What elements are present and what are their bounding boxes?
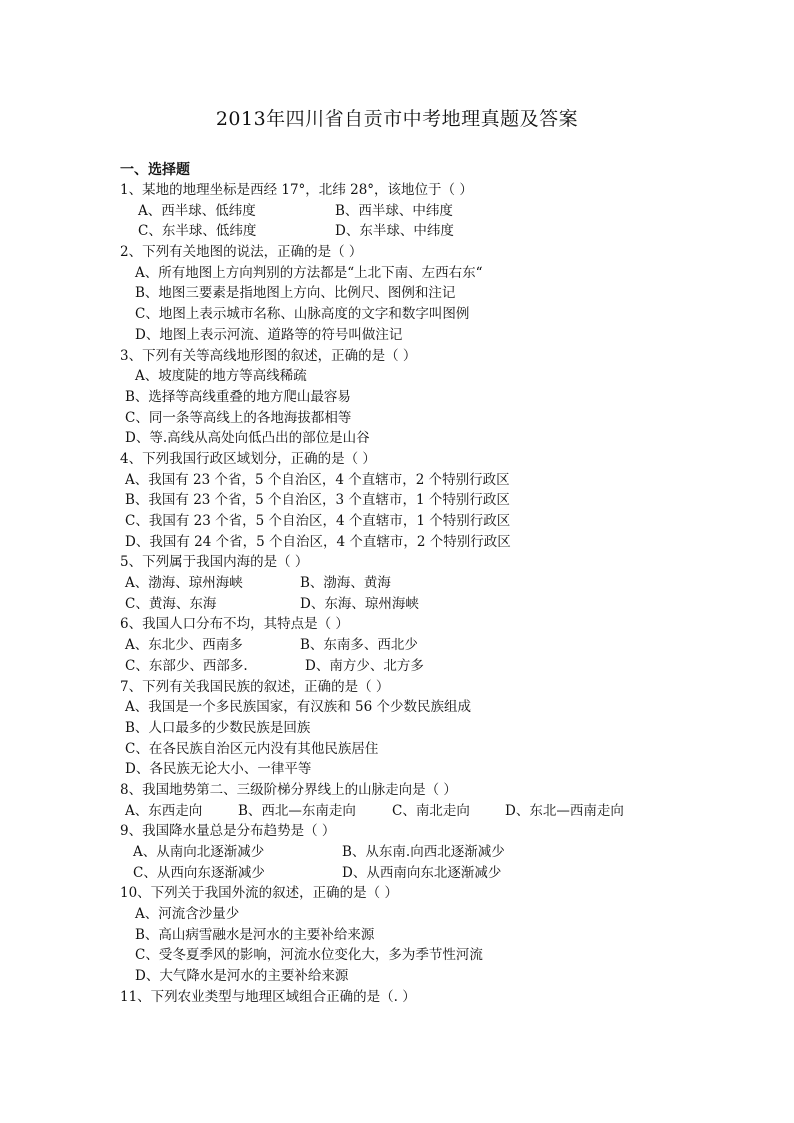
question-1-options-row-2	[0, 221, 794, 242]
question-8-stem: 8、我国地势第二、三级阶梯分界线上的山脉走向是（ ）	[120, 781, 457, 798]
question-5-option-b: B、渤海、黄海	[300, 575, 391, 592]
question-4-option-d: D、我国有 24 个省，5 个自治区，4 个直辖市，2 个特别行政区	[125, 533, 511, 550]
page-title: 2013年四川省自贡市中考地理真题及答案	[215, 108, 579, 130]
question-5-stem: 5、下列属于我国内海的是（ ）	[120, 554, 309, 571]
question-8-option-b: B、西北—东南走向	[238, 802, 356, 819]
question-3-option-d: D、等.高线从高处向低凸出的部位是山谷	[125, 430, 370, 447]
question-7-option-c: C、在各民族自治区元内没有其他民族居住	[125, 740, 379, 757]
question-3-option-c: C、同一条等高线上的各地海拔都相等	[125, 409, 352, 426]
question-9-stem: 9、我国降水量总是分布趋势是（ ）	[120, 823, 336, 840]
question-1-option-b: B、西半球、中纬度	[335, 202, 453, 219]
question-9-options-row-1	[0, 842, 794, 863]
question-5-option-a: A、渤海、琼州海峡	[125, 575, 243, 592]
question-1-stem: 1、某地的地理坐标是西经 17°，北纬 28°，该地位于（ ）	[120, 182, 473, 198]
question-1-option-a: A、西半球、低纬度	[138, 202, 256, 219]
question-9-option-a: A、从南向北逐渐减少	[133, 844, 265, 860]
question-6-options-row-2	[0, 656, 794, 677]
question-1-option-d: D、东半球、中纬度	[335, 223, 454, 240]
question-9-option-b: B、从东南.向西北逐渐减少	[342, 844, 505, 860]
question-9-option-c: C、从西向东逐渐减少	[133, 864, 265, 881]
question-7-option-d: D、各民族无论大小、一律平等	[125, 761, 312, 778]
question-1-option-c: C、东半球、低纬度	[138, 223, 257, 240]
question-8-options-row	[0, 801, 794, 822]
question-list	[0, 180, 794, 1008]
question-5-option-d: D、东海、琼州海峡	[300, 595, 419, 612]
section-heading: 一、选择题	[120, 162, 190, 178]
question-11-stem: 11、下列农业类型与地理区域组合正确的是（. ）	[120, 988, 416, 1005]
question-8-option-a: A、东西走向	[125, 802, 203, 819]
question-6-options-row-1	[0, 635, 794, 656]
question-4-option-b: B、我国有 23 个省，5 个自治区，3 个直辖市，1 个特别行政区	[125, 492, 510, 509]
question-10-option-b: B、高山病雪融水是河水的主要补给来源	[135, 926, 375, 943]
question-2-option-b: B、地图三要素是指地图上方向、比例尺、图例和注记	[135, 285, 456, 302]
question-6-option-b: B、东南多、西北少	[300, 637, 418, 654]
question-8-option-d: D、东北—西南走向	[505, 802, 624, 819]
question-10-stem: 10、下列关于我国外流的叙述，正确的是（ ）	[120, 885, 398, 902]
question-4-stem: 4、下列我国行政区域划分，正确的是（ ）	[120, 450, 376, 467]
question-3-option-b: B、选择等高线重叠的地方爬山最容易	[125, 388, 351, 405]
question-6-stem: 6、我国人口分布不均，其特点是（ ）	[120, 616, 349, 633]
question-6-option-c: C、东部少、西部多.	[125, 657, 248, 674]
question-5-options-row-2	[0, 594, 794, 615]
question-10-option-d: D、大气降水是河水的主要补给来源	[135, 968, 349, 985]
question-10-option-c: C、受冬夏季风的影响，河流水位变化大，多为季节性河流	[135, 947, 483, 964]
question-3-option-a: A、坡度陡的地方等高线稀疏	[135, 368, 307, 385]
question-8-option-c: C、南北走向	[392, 802, 470, 819]
question-2-option-c: C、地图上表示城市名称、山脉高度的文字和数字叫图例	[135, 306, 470, 323]
question-6-option-d: D、南方少、北方多	[305, 657, 424, 674]
question-5-option-c: C、黄海、东海	[125, 595, 217, 612]
question-7-stem: 7、下列有关我国民族的叙述，正确的是（ ）	[120, 678, 390, 695]
question-6-option-a: A、东北少、西南多	[125, 637, 243, 654]
question-7-option-a: A、我国是一个多民族国家，有汉族和 56 个少数民族组成	[125, 699, 472, 716]
question-2-stem: 2、下列有关地图的说法，正确的是（ ）	[120, 244, 363, 261]
question-4-option-c: C、我国有 23 个省，5 个自治区，4 个直辖市，1 个特别行政区	[125, 513, 511, 529]
question-2-option-a: A、所有地图上方向判别的方法都是“上北下南、左西右东“	[135, 264, 483, 281]
question-1-options-row-1	[0, 201, 794, 222]
question-10-option-a: A、河流含沙量少	[135, 906, 240, 923]
question-2-option-d: D、地图上表示河流、道路等的符号叫做注记	[135, 326, 403, 343]
question-9-option-d: D、从西南向东北逐渐减少	[342, 864, 502, 881]
question-5-options-row-1	[0, 573, 794, 594]
question-9-options-row-2	[0, 863, 794, 884]
question-3-stem: 3、下列有关等高线地形图的叙述，正确的是（ ）	[120, 347, 417, 364]
question-7-option-b: B、人口最多的少数民族是回族	[125, 719, 311, 736]
question-4-option-a: A、我国有 23 个省，5 个自治区，4 个直辖市，2 个特别行政区	[125, 471, 510, 488]
